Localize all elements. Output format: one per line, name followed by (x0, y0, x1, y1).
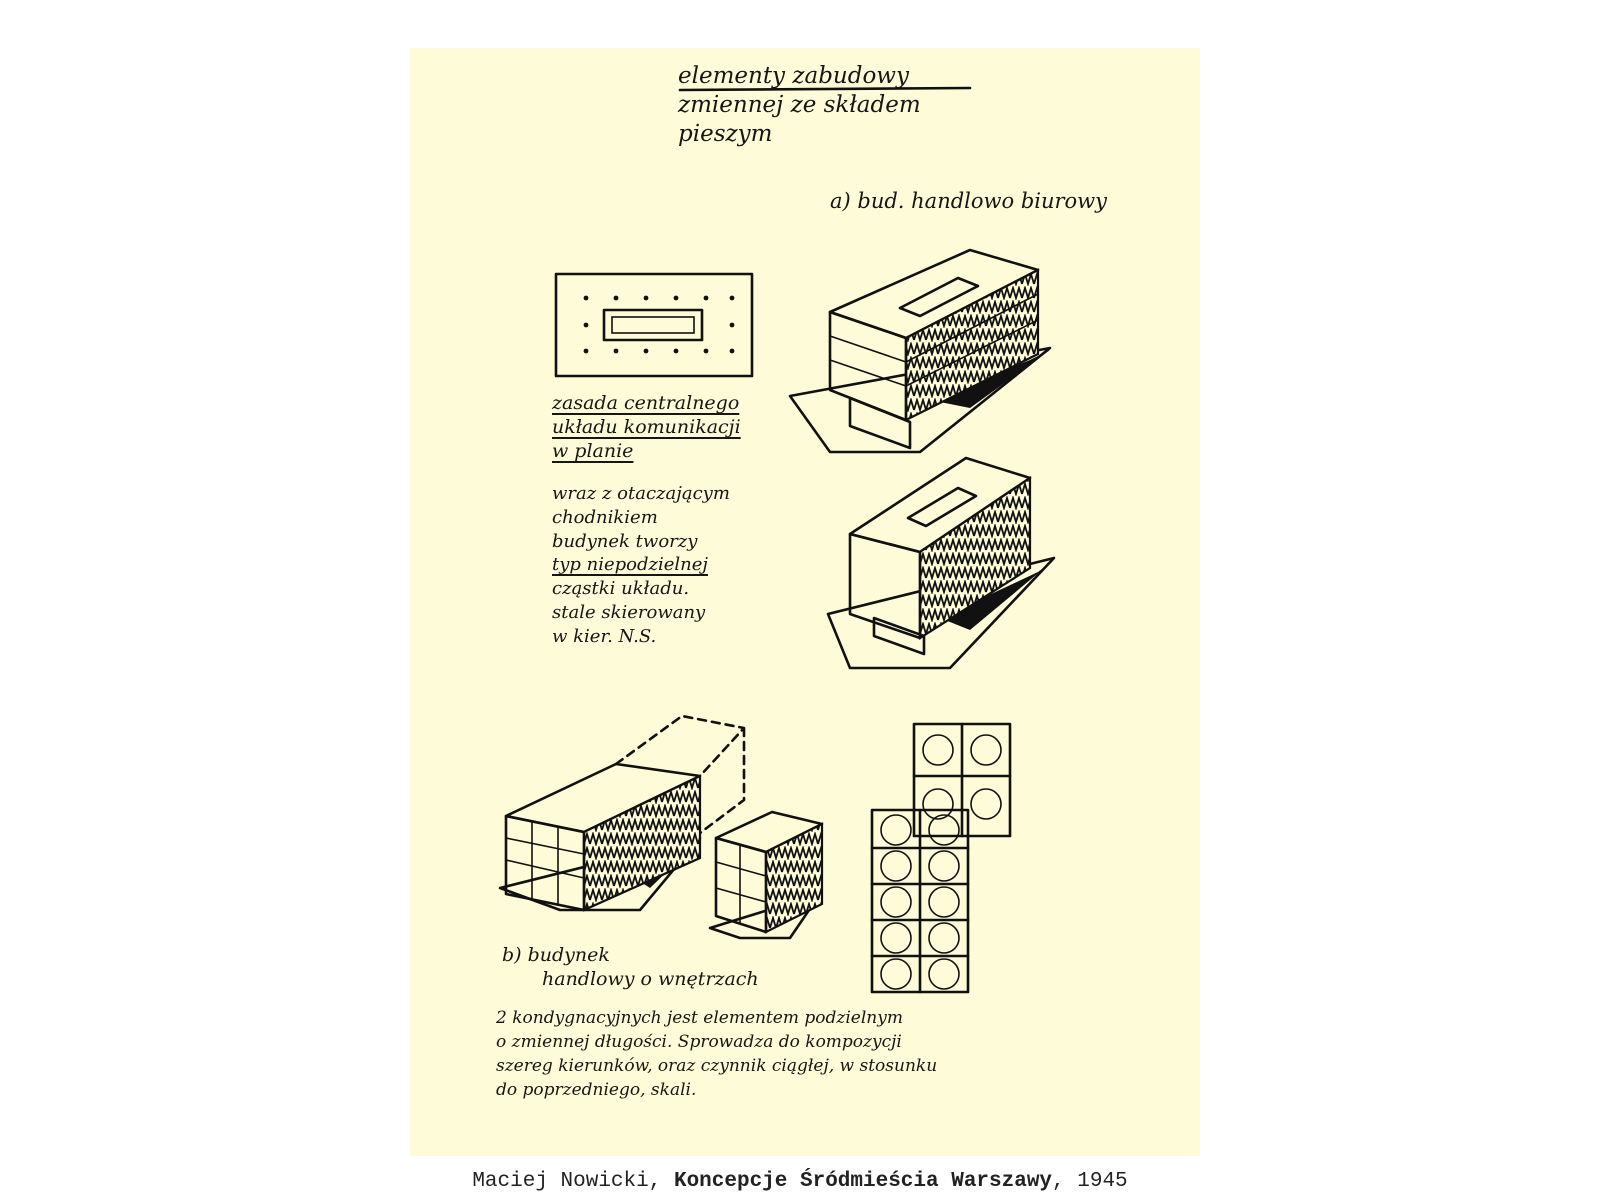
label-b (502, 944, 759, 992)
note-description (552, 482, 730, 648)
sketch-sheet (410, 48, 1200, 1156)
caption-author: Maciej Nowicki (472, 1170, 649, 1193)
note-desc-line-5: cząstki układu. (552, 578, 690, 599)
note-desc-line-2: chodnikiem (552, 506, 658, 528)
caption-separator-2: , (1052, 1170, 1078, 1193)
cube-building (710, 812, 822, 938)
label-b-line-2: handlowy o wnętrzach (542, 967, 759, 990)
note-plan-line-1: zasada centralnego (552, 392, 740, 414)
caption-separator: , (648, 1170, 674, 1193)
figure-caption (0, 1170, 1600, 1193)
note-b-line-4: do poprzedniego, skali. (496, 1080, 697, 1101)
column-dots (584, 296, 735, 354)
label-a: a) bud. handlowo biurowy (830, 189, 1108, 213)
note-b-line-3: szereg kierunków, oraz czynnik ciągłej, w stosunku (496, 1056, 938, 1077)
extendable-building (500, 716, 744, 910)
sketch-heading (678, 62, 921, 148)
note-desc-line-1: wraz z otaczającym (552, 483, 730, 504)
label-b-line-1: b) budynek (502, 944, 610, 966)
note-plan-line-2: układu komunikacji (552, 415, 741, 438)
heading-line-3: pieszym (678, 120, 773, 147)
note-b-line-1: 2 kondygnacyjnych jest elementem podzielnym (496, 1008, 903, 1028)
note-desc-line-4: typ niepodzielnej (552, 554, 709, 576)
note-b (496, 1006, 937, 1103)
note-desc-line-3: budynek tworzy (552, 530, 698, 552)
note-desc-line-7: w kier. N.S. (552, 625, 657, 647)
heading-line-2: zmiennej ze składem (678, 91, 921, 118)
heading-line-1: elementy zabudowy (678, 63, 909, 89)
isometric-building-2 (828, 458, 1054, 668)
plan-view-drawing (556, 274, 752, 376)
note-b-line-2: o zmiennej długości. Sprowadza do kompozycji (496, 1032, 902, 1053)
note-plan-line-3: w planie (552, 439, 634, 462)
note-plan (552, 392, 741, 463)
isometric-building-1 (790, 250, 1050, 452)
note-desc-line-6: stale skierowany (552, 601, 706, 623)
caption-year: 1945 (1077, 1170, 1128, 1193)
circle-grid-plan (872, 724, 1010, 992)
caption-title: Koncepcje Śródmieścia Warszawy (673, 1170, 1053, 1193)
